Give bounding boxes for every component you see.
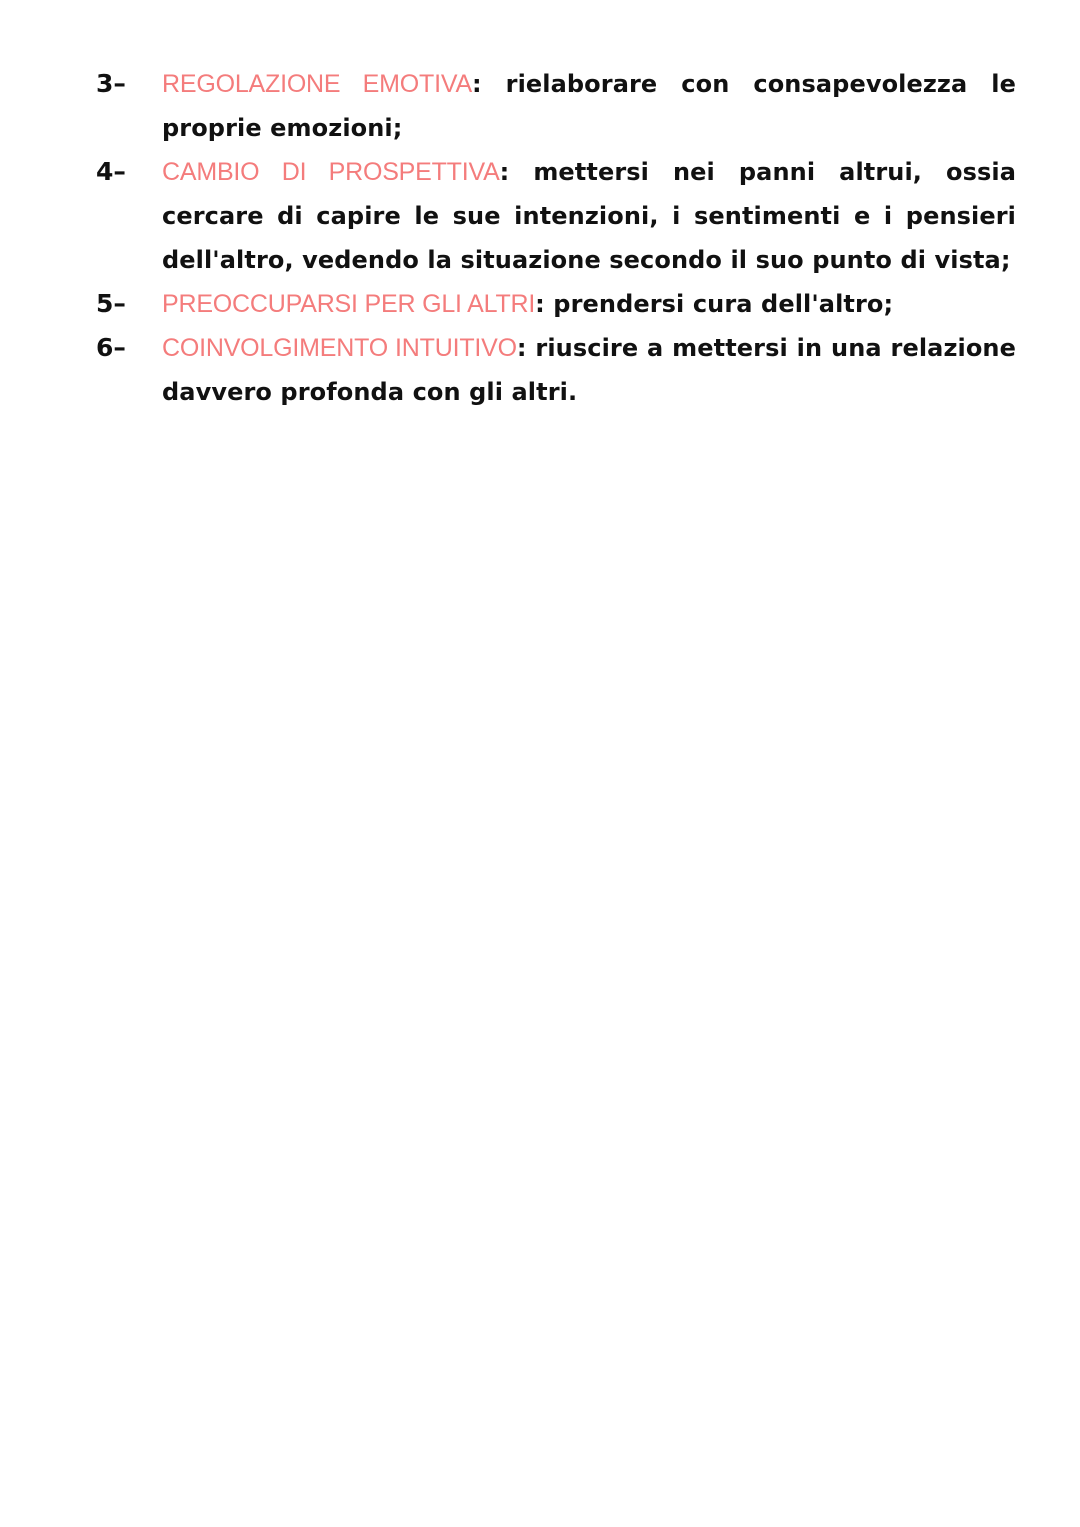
list-item: [96, 150, 1016, 282]
list-item-text: riuscire a mettersi in una relazione davvero profonda con gli altri.: [162, 334, 1016, 406]
list-item-content: [162, 150, 1016, 282]
list-item-term: REGOLAZIONE EMOTIVA: [162, 70, 472, 98]
list-item-term: CAMBIO DI PROSPETTIVA: [162, 158, 500, 186]
list-item-term: PREOCCUPARSI PER GLI ALTRI: [162, 290, 536, 318]
list-item-colon: :: [499, 158, 510, 186]
list-item-number: 3–: [96, 69, 126, 98]
list-item-term: COINVOLGIMENTO INTUITIVO: [162, 334, 517, 362]
list-item-number: 5–: [96, 289, 126, 318]
numbered-list: [96, 62, 1016, 414]
list-item-text: mettersi nei panni altrui, ossia cercare di capire le sue intenzioni, i sentimenti e i pensieri dell'altro, vedendo la situazione secondo il suo punto di vista;: [162, 158, 1017, 274]
list-item-text: rielaborare con consapevolezza le proprie emozioni;: [162, 70, 1016, 142]
list-item-number: 6–: [96, 333, 126, 362]
list-item-colon: :: [535, 290, 545, 318]
list-item-content: [162, 62, 1016, 150]
list-item-content: [162, 282, 1016, 326]
list-item: [96, 62, 1016, 150]
list-item: [96, 282, 1016, 326]
list-item: [96, 326, 1016, 414]
list-item-colon: :: [516, 334, 527, 362]
list-item-text: prendersi cura dell'altro;: [544, 290, 894, 318]
list-item-colon: :: [471, 70, 482, 98]
list-item-number: 4–: [96, 157, 126, 186]
list-item-content: [162, 326, 1016, 414]
